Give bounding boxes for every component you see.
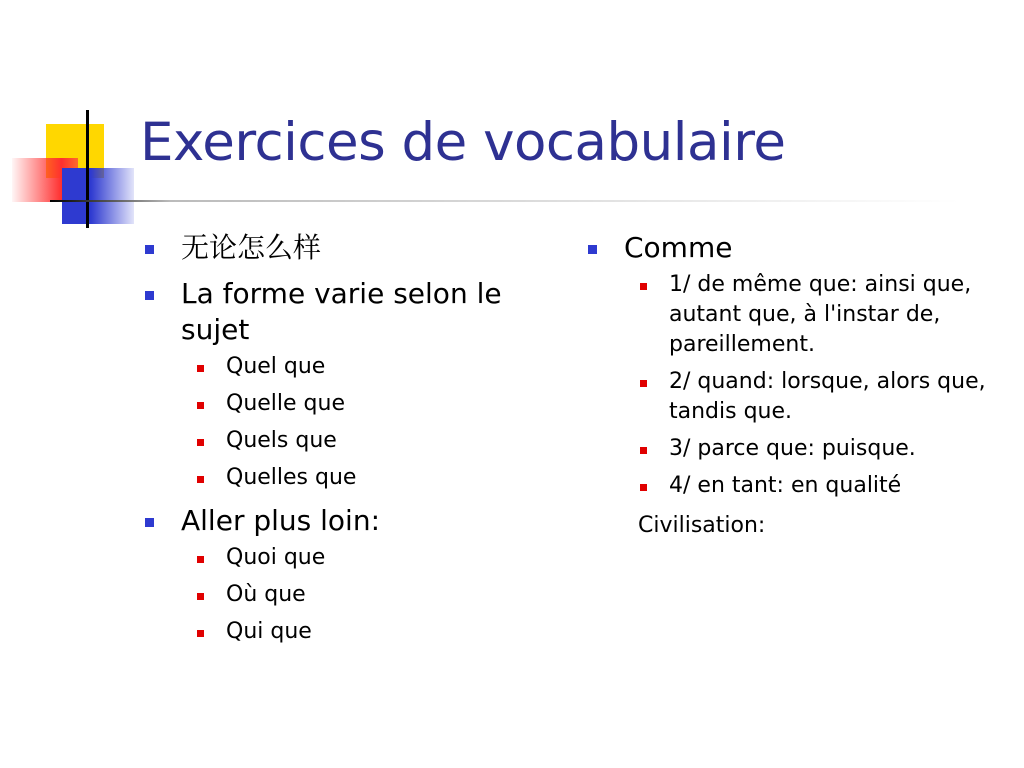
bullet-item — [145, 276, 545, 493]
sub-bullet-item — [624, 434, 988, 464]
sub-bullet-list — [181, 543, 545, 647]
bullet-square-icon — [145, 518, 154, 527]
sub-bullet-text: 2/ quand: lorsque, alors que, tandis que. — [669, 369, 986, 424]
sub-bullet-square-icon — [197, 630, 204, 637]
sub-bullet-square-icon — [197, 365, 204, 372]
sub-bullet-item — [181, 617, 545, 647]
sub-bullet-item — [181, 352, 545, 382]
sub-bullet-text: Où que — [226, 582, 306, 607]
sub-bullet-text: Qui que — [226, 619, 312, 644]
sub-bullet-item — [624, 270, 988, 360]
bullet-square-icon — [145, 291, 154, 300]
sub-bullet-square-icon — [640, 484, 647, 491]
sub-bullet-item — [624, 471, 988, 501]
sub-bullet-item — [181, 426, 545, 456]
sub-bullet-list — [181, 352, 545, 493]
sub-bullet-square-icon — [640, 380, 647, 387]
sub-bullet-square-icon — [197, 593, 204, 600]
sub-bullet-text: Quelles que — [226, 465, 357, 490]
bullet-text: 无论怎么样 — [181, 231, 322, 264]
sub-bullet-square-icon — [640, 283, 647, 290]
bullet-square-icon — [588, 245, 597, 254]
left-bullet-list — [145, 230, 545, 657]
sub-bullet-item — [181, 463, 545, 493]
right-bullet-list — [588, 230, 988, 541]
sub-bullet-item — [181, 580, 545, 610]
bullet-square-icon — [145, 245, 154, 254]
sub-bullet-text: Quels que — [226, 428, 337, 453]
sub-bullet-text: Quelle que — [226, 391, 345, 416]
sub-bullet-square-icon — [197, 556, 204, 563]
trailing-text: Civilisation: — [638, 513, 766, 538]
bullet-text: Comme — [624, 231, 733, 264]
bullet-item — [588, 230, 988, 501]
bullet-text: La forme varie selon le sujet — [181, 277, 502, 346]
bullet-item — [145, 503, 545, 647]
decor-vertical-line — [86, 110, 89, 228]
slide-title: Exercices de vocabulaire — [140, 112, 786, 173]
sub-bullet-text: Quel que — [226, 354, 326, 379]
sub-bullet-square-icon — [197, 402, 204, 409]
sub-bullet-text: 4/ en tant: en qualité — [669, 473, 902, 498]
sub-bullet-square-icon — [640, 447, 647, 454]
sub-bullet-item — [181, 543, 545, 573]
sub-bullet-square-icon — [197, 439, 204, 446]
sub-bullet-text: 1/ de même que: ainsi que, autant que, à l'instar de, pareillement. — [669, 272, 972, 357]
decor-blue-square — [62, 168, 134, 224]
sub-bullet-item — [181, 389, 545, 419]
sub-bullet-square-icon — [197, 476, 204, 483]
sub-bullet-list — [624, 270, 988, 501]
sub-bullet-item — [624, 367, 988, 427]
sub-bullet-text: 3/ parce que: puisque. — [669, 436, 916, 461]
bullet-text: Aller plus loin: — [181, 504, 381, 537]
title-underline — [50, 200, 960, 202]
sub-bullet-text: Quoi que — [226, 545, 326, 570]
bullet-item — [145, 230, 545, 266]
